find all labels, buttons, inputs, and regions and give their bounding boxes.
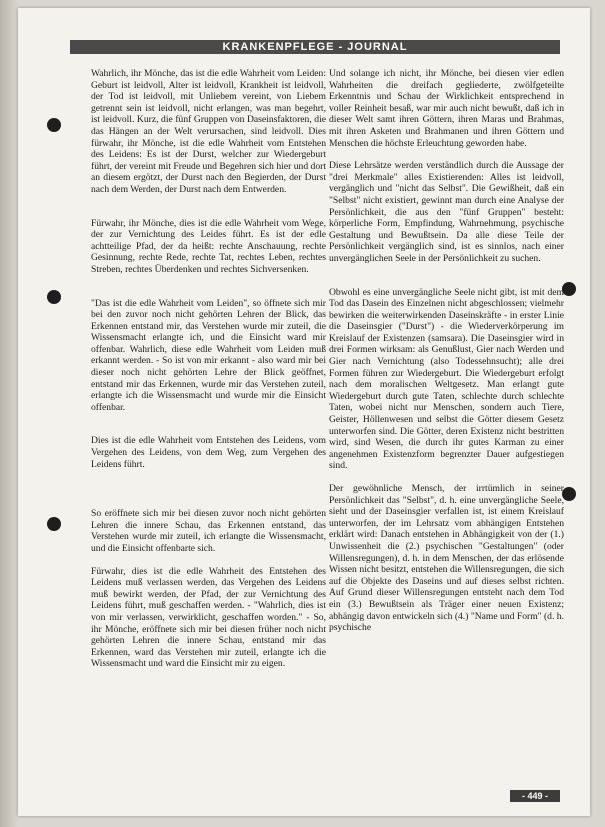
punch-hole [47,517,61,531]
paragraph: So eröffnete sich mir bei diesen zuvor noch nicht gehörten Lehren die innere Schau, das Erkennen entstand, das Verstehen wurde mir zuteil, ich erlangte die Wissensmacht, und die Einsicht offenbarte sich. [91,508,326,554]
paragraph: Der gewöhnliche Mensch, der irrtümlich in seiner Persönlichkeit das "Selbst", d. h. eine unvergängliche Seele, sieht und der Daseinsgier verfallen ist, ist einem Kreislauf unterworfen, der im Lehrsatz vom abhängigen Entstehen erklärt wird: Danach entstehen in Abhängigkeit von der (1.) Unwissenheit die (2.) psychischen "Gestaltungen" (oder Willensregungen), d. h. in dem Menschen, der das erlösende Wissen nicht besitzt, entstehen die Willensregungen, die sich auf die Objekte des Daseins und auf dieses selbst richten. Auf Grund dieser Willensregungen entsteht nach dem Tod ein (3.) Bewußtsein als Träger einer neuen Existenz; abhängig davon entwickeln sich (4.) "Name und Form" (d. h. psychische [329,483,564,634]
paragraph: "Das ist die edle Wahrheit vom Leiden", so öffnete sich mir bei den zuvor noch nicht gehörten Lehren der Blick, das Erkennen entstand mir, das Verstehen wurde mir zuteil, die Wissensmacht erlangte ich, und die Einsicht ward mir offenbar. Wahrlich, diese edle Wahrheit vom Leiden muß erkannt werden. - So ist von mir erkannt - also ward mir bei dieser noch nicht gehörten Lehre der Blick geöffnet, entstand mir das Erkennen, wurde mir das Verstehen zuteil, erlangte ich die Wissensmacht und wurde mir die Einsicht offenbar. [91,297,326,413]
journal-title: KRANKENPFLEGE - JOURNAL [222,41,408,53]
right-column [329,68,564,645]
paragraph: Obwohl es eine unvergängliche Seele nicht gibt, ist mit dem Tod das Dasein des Einzelnen nicht abgeschlossen; vielmehr bewirken die weiterwirkenden Daseinskräfte - in erster Linie die Daseinsgier ("Durst") - die Wiederverkörperung im Kreislauf der Existenzen (samsara). Die Daseinsgier wird in drei Formen wirksam: als Genußlust, Gier nach Werden und Gier nach Vernichtung (also Todessehnsucht); alle drei Formen führen zur Wiedergeburt. Die Wiedergeburt erfolgt nach dem moralischen Weltgesetz. Man erlangt gute Wiedergeburt durch gute Taten, schlechte durch schlechte Taten, wobei nicht nur Menschen, sondern auch Tiere, Geister, Höllenwesen und selbst die Götter diesem Gesetz unterworfen sind. Die Götter, deren Existenz nicht bestritten wird, sind Wesen, die durch ihr gutes Karman zu einer angenehmen Existenzform begrenzter Dauer aufgestiegen sind. [329,286,564,472]
paragraph: Wahrlich, ihr Mönche, das ist die edle Wahrheit vom Leiden: Geburt ist leidvoll, Alter ist leidvoll, Krankheit ist leidvoll, der Tod ist leidvoll, mit Unliebem vereint, von Liebem getrennt sein ist leidvoll, nicht erlangen, was man begehrt, ist leidvoll. Kurz, die fünf Gruppen von Daseinsfaktoren, die das Hängen an der Welt verursachen, sind leidvoll. Dies fürwahr, ihr Mönche, ist die edle Wahrheit vom Entstehen des Leidens: Es ist der Durst, welcher zur Wiedergeburt führt, der vereint mit Freude und Begehren sich hier und dort an diesem ergötzt, der Durst nach den Begierden, der Durst nach dem Werden, der Durst nach dem Entwerden. [91,68,326,195]
left-column [91,68,326,681]
paragraph: Diese Lehrsätze werden verständlich durch die Aussage der "drei Merkmale" alles Existierenden: Alles ist leidvoll, vergänglich und "nicht das Selbst". Die Gewißheit, daß ein "Selbst" nicht existiert, gewinnt man durch eine Analyse der Persönlichkeit, die aus den "fünf Gruppen" besteht: körperliche Form, Empfindung, Wahrnehmung, psychische Gestaltung und Bewußtsein. Da alle diese Teile der Persönlichkeit vergänglich sind, ist es sinnlos, nach einer unvergänglichen Seele in der Persönlichkeit zu suchen. [329,160,564,264]
punch-hole [47,118,61,132]
paragraph: Fürwahr, dies ist die edle Wahrheit des Entstehen des Leidens muß verlassen werden, das Vergehen des Leidens muß bewirkt werden, der Pfad, der zur Vernichtung des Leidens führt, muß geschaffen werden. - "Wahrlich, dies ist von mir verlassen, verwirklicht, geschaffen worden." - So, ihr Mönche, eröffnete sich mir bei diesen früher noch nicht gehörten Lehren die innere Schau, entstand mir das Erkennen, ward das Verstehen mir zuteil, erlangte ich die Wissensmacht und ward die Einsicht mir zu eigen. [91,565,326,670]
paragraph: Fürwahr, ihr Mönche, dies ist die edle Wahrheit vom Wege, der zur Vernichtung des Leides führt. Es ist der edle achtteilige Pfad, der da heißt: rechte Anschauung, rechte Gesinnung, rechte Rede, rechte Tat, rechtes Leben, rechtes Streben, rechtes Überdenken und rechtes Sichversenken. [91,217,326,275]
page-number: - 449 - [510,790,560,802]
journal-header [70,40,560,54]
punch-hole [562,487,576,501]
punch-hole [562,282,576,296]
punch-hole [47,290,61,304]
paragraph: Und solange ich nicht, ihr Mönche, bei diesen vier edlen Wahrheiten die dreifach gegliederte, zwölfgeteilte Erkenntnis und Schau der Wirklichkeit entsprechend in voller Reinheit besaß, war mir auch nicht bewußt, daß ich in dieser Welt samt ihren Göttern, ihren Maras und Brahmas, mit ihren Asketen und Brahmanen und ihren Göttern und Menschen die höchste Erleuchtung geworden habe. [329,68,564,149]
binder-spine [0,0,18,827]
paragraph: Dies ist die edle Wahrheit vom Entstehen des Leidens, vom Vergehen des Leidens, von dem Weg, zum Vergehen des Leidens führt. [91,435,326,470]
